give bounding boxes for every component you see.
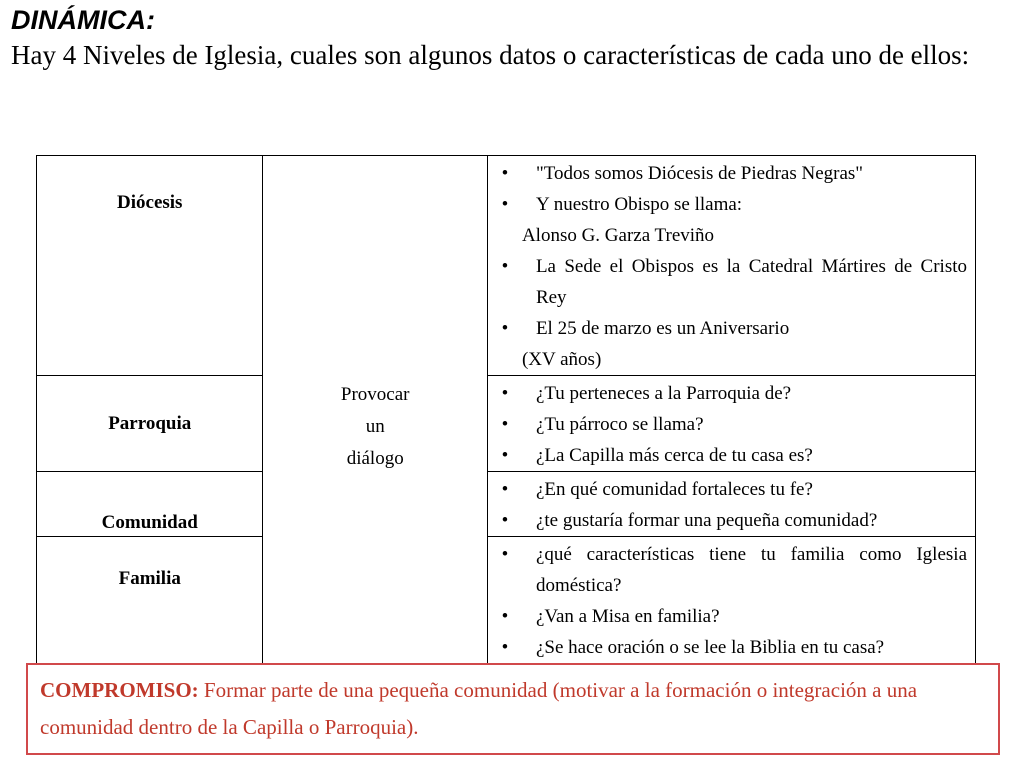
bullet-dot-icon: • <box>501 318 509 339</box>
table-row <box>37 376 976 472</box>
list-item <box>498 378 967 409</box>
info-list <box>488 472 975 536</box>
table-row <box>37 156 976 376</box>
list-item-text: ¿Tu párroco se llama? <box>535 414 704 435</box>
bullet-dot-icon: • <box>501 544 509 565</box>
list-item <box>498 505 967 536</box>
bullet-dot-icon: • <box>501 256 509 277</box>
list-item-text: El 25 de marzo es un Aniversario <box>535 318 790 339</box>
list-item <box>498 251 967 313</box>
slide-subtitle: Hay 4 Niveles de Iglesia, cuales son algunos datos o características de cada uno de ellos: <box>11 40 970 70</box>
info-list <box>488 156 975 375</box>
list-item <box>498 601 967 632</box>
list-item-text: ¿La Capilla más cerca de tu casa es? <box>535 445 813 466</box>
info-cell-parroquia <box>487 376 975 472</box>
info-cell-diocesis <box>487 156 975 376</box>
level-name-familia <box>37 537 263 664</box>
bullet-dot-icon: • <box>501 479 509 500</box>
list-item <box>498 474 967 505</box>
table-row <box>37 472 976 537</box>
list-item-text: La Sede el Obispos es la Catedral Mártires de Cristo Rey <box>535 256 967 308</box>
action-line: Provocar <box>340 383 410 405</box>
level-name-parroquia <box>37 376 263 472</box>
info-list <box>488 376 975 471</box>
bullet-dot-icon: • <box>501 637 509 658</box>
list-item-text: ¿Tu perteneces a la Parroquia de? <box>535 383 792 404</box>
bullet-dot-icon: • <box>501 414 509 435</box>
list-item <box>498 189 967 220</box>
compromiso-text: Formar parte de una pequeña comunidad (motivar a la formación o integración a una comunidad dentro de la Capilla o Parroquia). <box>40 678 918 739</box>
list-item-text: (XV años) <box>521 349 602 370</box>
table-row <box>37 537 976 664</box>
slide-header <box>11 3 1011 74</box>
action-line: diálogo <box>346 447 404 469</box>
compromiso-label: COMPROMISO: <box>40 678 199 702</box>
bullet-dot-icon: • <box>501 445 509 466</box>
action-cell <box>263 156 487 664</box>
action-text <box>263 345 486 475</box>
list-item-text: ¿qué características tiene tu familia como Iglesia doméstica? <box>535 544 967 596</box>
level-label: Diócesis <box>117 191 183 213</box>
list-item <box>498 539 967 601</box>
action-line: un <box>365 415 385 437</box>
list-item-text: ¿En qué comunidad fortaleces tu fe? <box>535 479 813 500</box>
list-item <box>498 440 967 471</box>
list-item <box>498 632 967 663</box>
list-item-text: Y nuestro Obispo se llama: <box>535 194 743 215</box>
list-item <box>498 409 967 440</box>
info-cell-comunidad <box>487 472 975 537</box>
slide-title: DINÁMICA: <box>11 5 155 35</box>
list-item <box>498 220 967 251</box>
compromiso-box <box>26 663 1000 755</box>
bullet-dot-icon: • <box>501 510 509 531</box>
level-label: Comunidad <box>101 512 198 533</box>
church-levels-table <box>36 155 976 664</box>
list-item <box>498 158 967 189</box>
bullet-dot-icon: • <box>501 606 509 627</box>
level-name-comunidad <box>37 472 263 537</box>
bullet-dot-icon: • <box>501 163 509 184</box>
list-item-text: ¿te gustaría formar una pequeña comunidad? <box>535 510 878 531</box>
level-name-diocesis <box>37 156 263 376</box>
list-item-text: "Todos somos Diócesis de Piedras Negras" <box>535 163 864 184</box>
bullet-dot-icon: • <box>501 383 509 404</box>
list-item <box>498 313 967 344</box>
level-label: Familia <box>118 568 181 589</box>
bullet-dot-icon: • <box>501 194 509 215</box>
list-item <box>498 344 967 375</box>
list-item-text: Alonso G. Garza Treviño <box>521 225 715 246</box>
list-item-text: ¿Van a Misa en familia? <box>535 606 720 627</box>
info-cell-familia <box>487 537 975 664</box>
list-item-text: ¿Se hace oración o se lee la Biblia en tu casa? <box>535 637 885 658</box>
info-list <box>488 537 975 663</box>
level-label: Parroquia <box>108 412 192 434</box>
